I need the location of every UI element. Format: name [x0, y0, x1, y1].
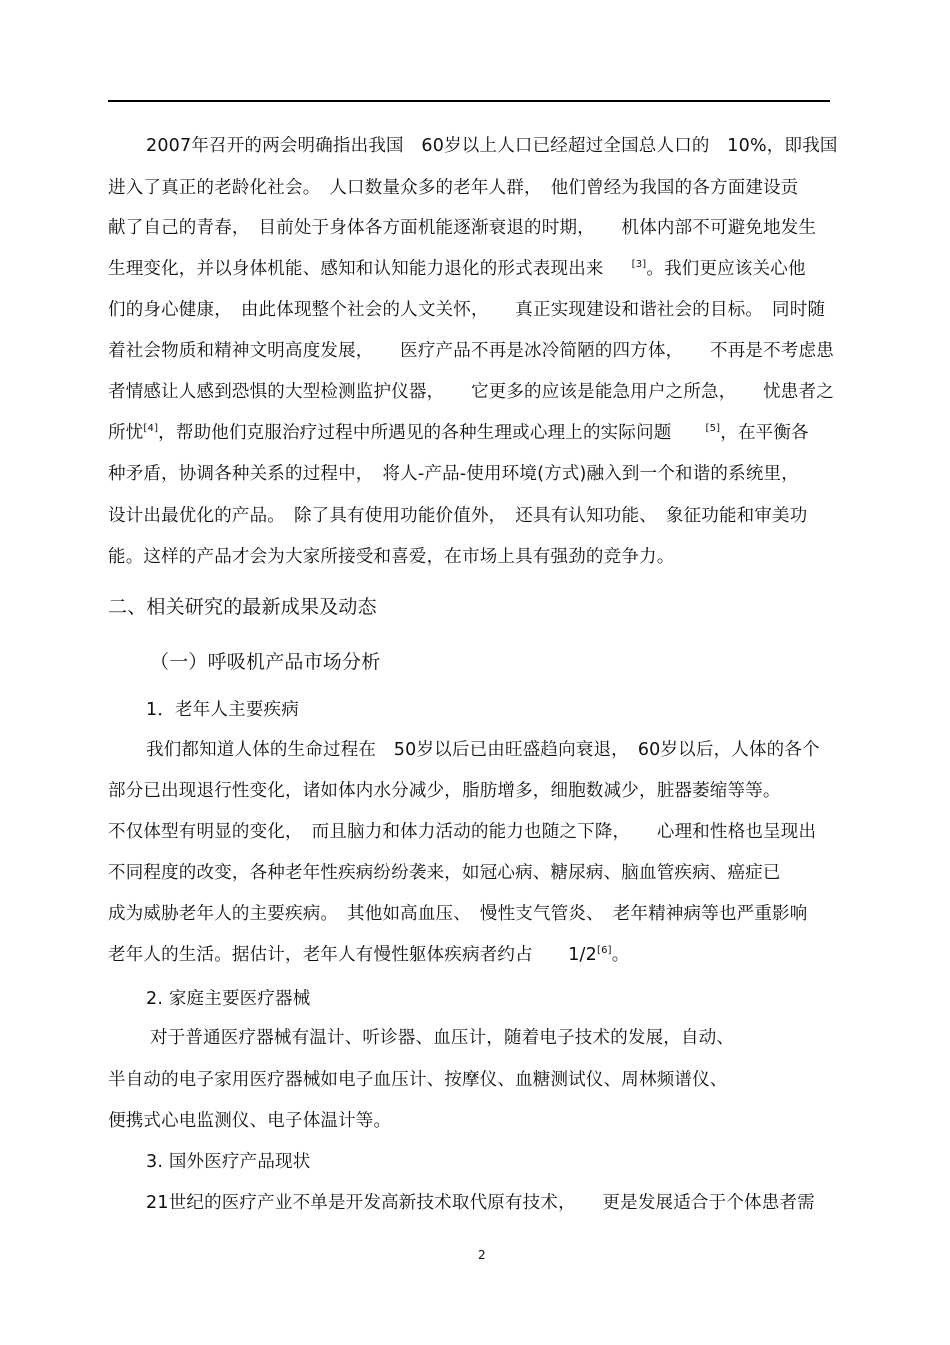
- paragraph-line: 种矛盾，协调各种关系的过程中， 将人-产品-使用环境(方式)融入到一个和谐的系统里，: [108, 464, 799, 484]
- paragraph-line: 部分已出现退行性变化，诸如体内水分减少，脂肪增多，细胞数减少，脏器萎缩等等。: [108, 781, 781, 801]
- paragraph-line: 成为威胁老年人的主要疾病。 其他如高血压、 慢性支气管炎、 老年精神病等也严重影响: [108, 904, 808, 924]
- paragraph-line: 我们都知道人体的生命过程在 50岁以后已由旺盛趋向衰退， 60岁以后，人体的各个: [146, 740, 820, 760]
- line-text: 。: [611, 945, 630, 965]
- section-heading: 二、相关研究的最新成果及动态: [108, 596, 377, 618]
- paragraph-line: 便携式心电监测仪、电子体温计等。: [108, 1111, 392, 1131]
- line-text: 所忧: [108, 423, 144, 443]
- paragraph-line: 进入了真正的老龄化社会。 人口数量众多的老年人群， 他们曾经为我国的各方面建设贡: [108, 178, 799, 198]
- paragraph-line: 能。这样的产品才会为大家所接受和喜爱，在市场上具有强劲的竞争力。: [108, 547, 675, 567]
- paragraph-line: 们的身心健康， 由此体现整个社会的人文关怀， 真正实现建设和谐社会的目标。 同时随: [108, 300, 826, 320]
- paragraph-line: 者情感让人感到恐惧的大型检测监护仪器， 它更多的应该是能急用户之所急， 忧患者之: [108, 382, 834, 402]
- header-rule: [108, 100, 830, 102]
- paragraph-line: 着社会物质和精神文明高度发展， 医疗产品不再是冰冷简陋的四方体， 不再是不考虑患: [108, 341, 834, 361]
- paragraph-line: 对于普通医疗器械有温计、听诊器、血压计，随着电子技术的发展，自动、: [150, 1028, 735, 1048]
- paragraph-line: 献了自己的青春， 目前处于身体各方面机能逐渐衰退的时期， 机体内部不可避免地发生: [108, 218, 817, 238]
- citation: [4]: [143, 423, 159, 435]
- paragraph-line: 半自动的电子家用医疗器械如电子血压计、按摩仪、血糖测试仪、周林频谱仪、: [108, 1070, 728, 1090]
- citation: [6]: [596, 945, 612, 957]
- line-text: 老年人的生活。据估计，老年人有慢性躯体疾病者约占 1/2: [108, 945, 597, 965]
- page-number: 2: [478, 1248, 486, 1262]
- paragraph-line: 不仅体型有明显的变化， 而且脑力和体力活动的能力也随之下降， 心理和性格也呈现出: [108, 822, 817, 842]
- paragraph-line: 21世纪的医疗产业不单是开发高新技术取代原有技术， 更是发展适合于个体患者需: [146, 1193, 815, 1213]
- item-heading: 3. 国外医疗产品现状: [146, 1152, 311, 1172]
- line-text: 。我们更应该关心他: [646, 259, 806, 279]
- paragraph-line: [108, 421, 809, 445]
- line-text: ，帮助他们克服治疗过程中所遇见的各种生理或心理上的实际问题: [158, 423, 672, 443]
- line-text: 生理变化，并以身体机能、感知和认知能力退化的形式表现出来: [108, 259, 604, 279]
- line-text: ，在平衡各: [720, 423, 809, 443]
- paragraph-line: 设计出最优化的产品。 除了具有使用功能价值外， 还具有认知功能、 象征功能和审美功: [108, 506, 808, 526]
- paragraph-line: 不同程度的改变，各种老年性疾病纷纷袭来，如冠心病、糖尿病、脑血管疾病、癌症已: [108, 863, 781, 883]
- subsection-heading: （一）呼吸机产品市场分析: [150, 651, 381, 673]
- item-heading: 2. 家庭主要医疗器械: [146, 989, 311, 1009]
- paragraph-line: [108, 257, 806, 281]
- paragraph-line: 2007年召开的两会明确指出我国 60岁以上人口已经超过全国总人口的 10%，即我国: [146, 136, 838, 156]
- item-heading: 1．老年人主要疾病: [146, 700, 299, 720]
- paragraph-line: [108, 943, 629, 967]
- citation: [3]: [631, 259, 647, 271]
- citation: [5]: [705, 423, 721, 435]
